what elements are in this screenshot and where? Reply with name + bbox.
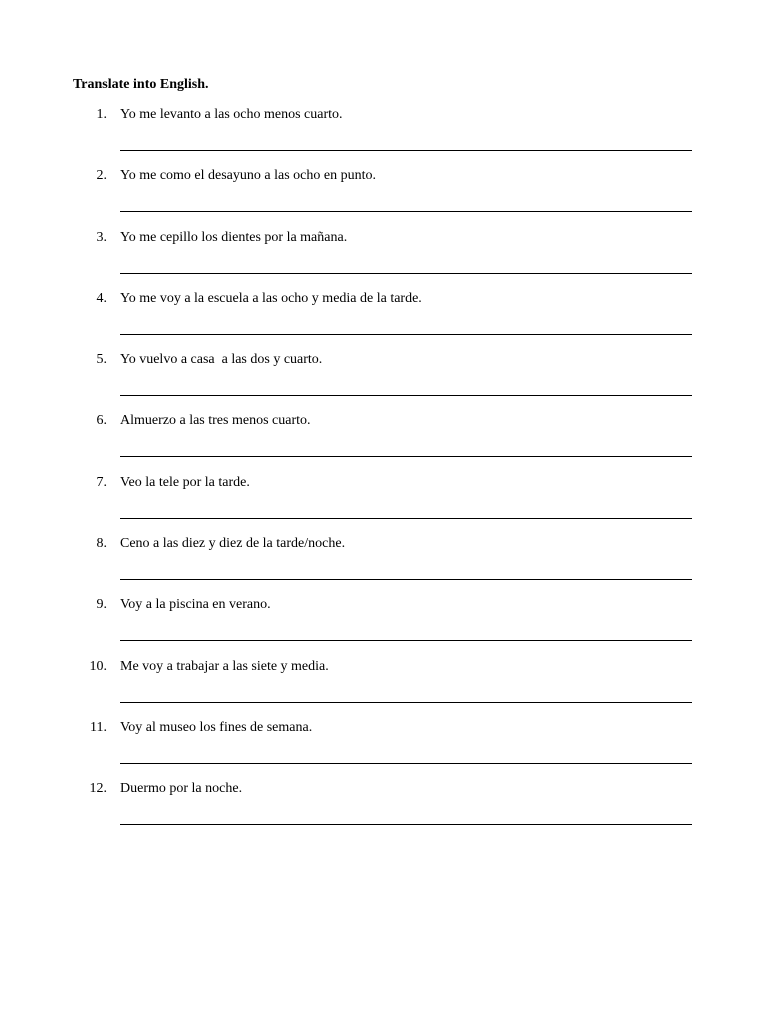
exercise-item	[0, 719, 768, 780]
item-number: 3.	[96, 229, 107, 245]
item-sentence: Ceno a las diez y diez de la tarde/noche.	[120, 536, 346, 552]
item-number: 8.	[96, 536, 107, 552]
item-number: 11.	[90, 719, 107, 735]
answer-line	[120, 150, 692, 151]
item-number: 6.	[96, 413, 107, 429]
item-sentence: Yo me como el desayuno a las ocho en punto.	[120, 168, 376, 184]
exercise-item	[0, 780, 768, 841]
answer-line	[120, 334, 692, 335]
item-sentence: Me voy a trabajar a las siete y media.	[120, 658, 329, 674]
answer-line	[120, 211, 692, 212]
exercise-item	[0, 535, 768, 596]
worksheet-instructions: Translate into English.	[73, 77, 209, 92]
answer-line	[120, 273, 692, 274]
answer-line	[120, 579, 692, 580]
item-number: 10.	[89, 658, 107, 674]
item-sentence: Duermo por la noche.	[120, 781, 243, 797]
item-sentence: Yo me voy a la escuela a las ocho y media de la tarde.	[120, 290, 422, 306]
item-number: 9.	[96, 597, 107, 613]
item-sentence: Veo la tele por la tarde.	[120, 474, 250, 490]
item-number: 1.	[96, 107, 107, 122]
exercise-list	[0, 106, 768, 842]
exercise-item	[0, 474, 768, 535]
exercise-item	[0, 167, 768, 228]
item-sentence: Voy al museo los fines de semana.	[120, 719, 313, 735]
item-sentence: Yo me cepillo los dientes por la mañana.	[120, 229, 348, 245]
exercise-item	[0, 106, 768, 167]
item-number: 12.	[89, 781, 107, 797]
exercise-item	[0, 351, 768, 412]
exercise-item	[0, 290, 768, 351]
item-number: 2.	[96, 168, 107, 184]
answer-line	[120, 824, 692, 825]
exercise-item	[0, 229, 768, 290]
answer-line	[120, 702, 692, 703]
answer-line	[120, 518, 692, 519]
item-sentence: Yo vuelvo a casa a las dos y cuarto.	[120, 352, 323, 368]
item-number: 7.	[96, 474, 107, 490]
item-sentence: Almuerzo a las tres menos cuarto.	[120, 413, 311, 429]
answer-line	[120, 640, 692, 641]
item-number: 4.	[96, 290, 107, 306]
item-sentence: Voy a la piscina en verano.	[120, 597, 271, 613]
answer-line	[120, 763, 692, 764]
item-sentence: Yo me levanto a las ocho menos cuarto.	[120, 107, 343, 122]
exercise-item	[0, 658, 768, 719]
answer-line	[120, 395, 692, 396]
exercise-item	[0, 596, 768, 657]
answer-line	[120, 456, 692, 457]
item-number: 5.	[96, 352, 107, 368]
exercise-item	[0, 412, 768, 473]
